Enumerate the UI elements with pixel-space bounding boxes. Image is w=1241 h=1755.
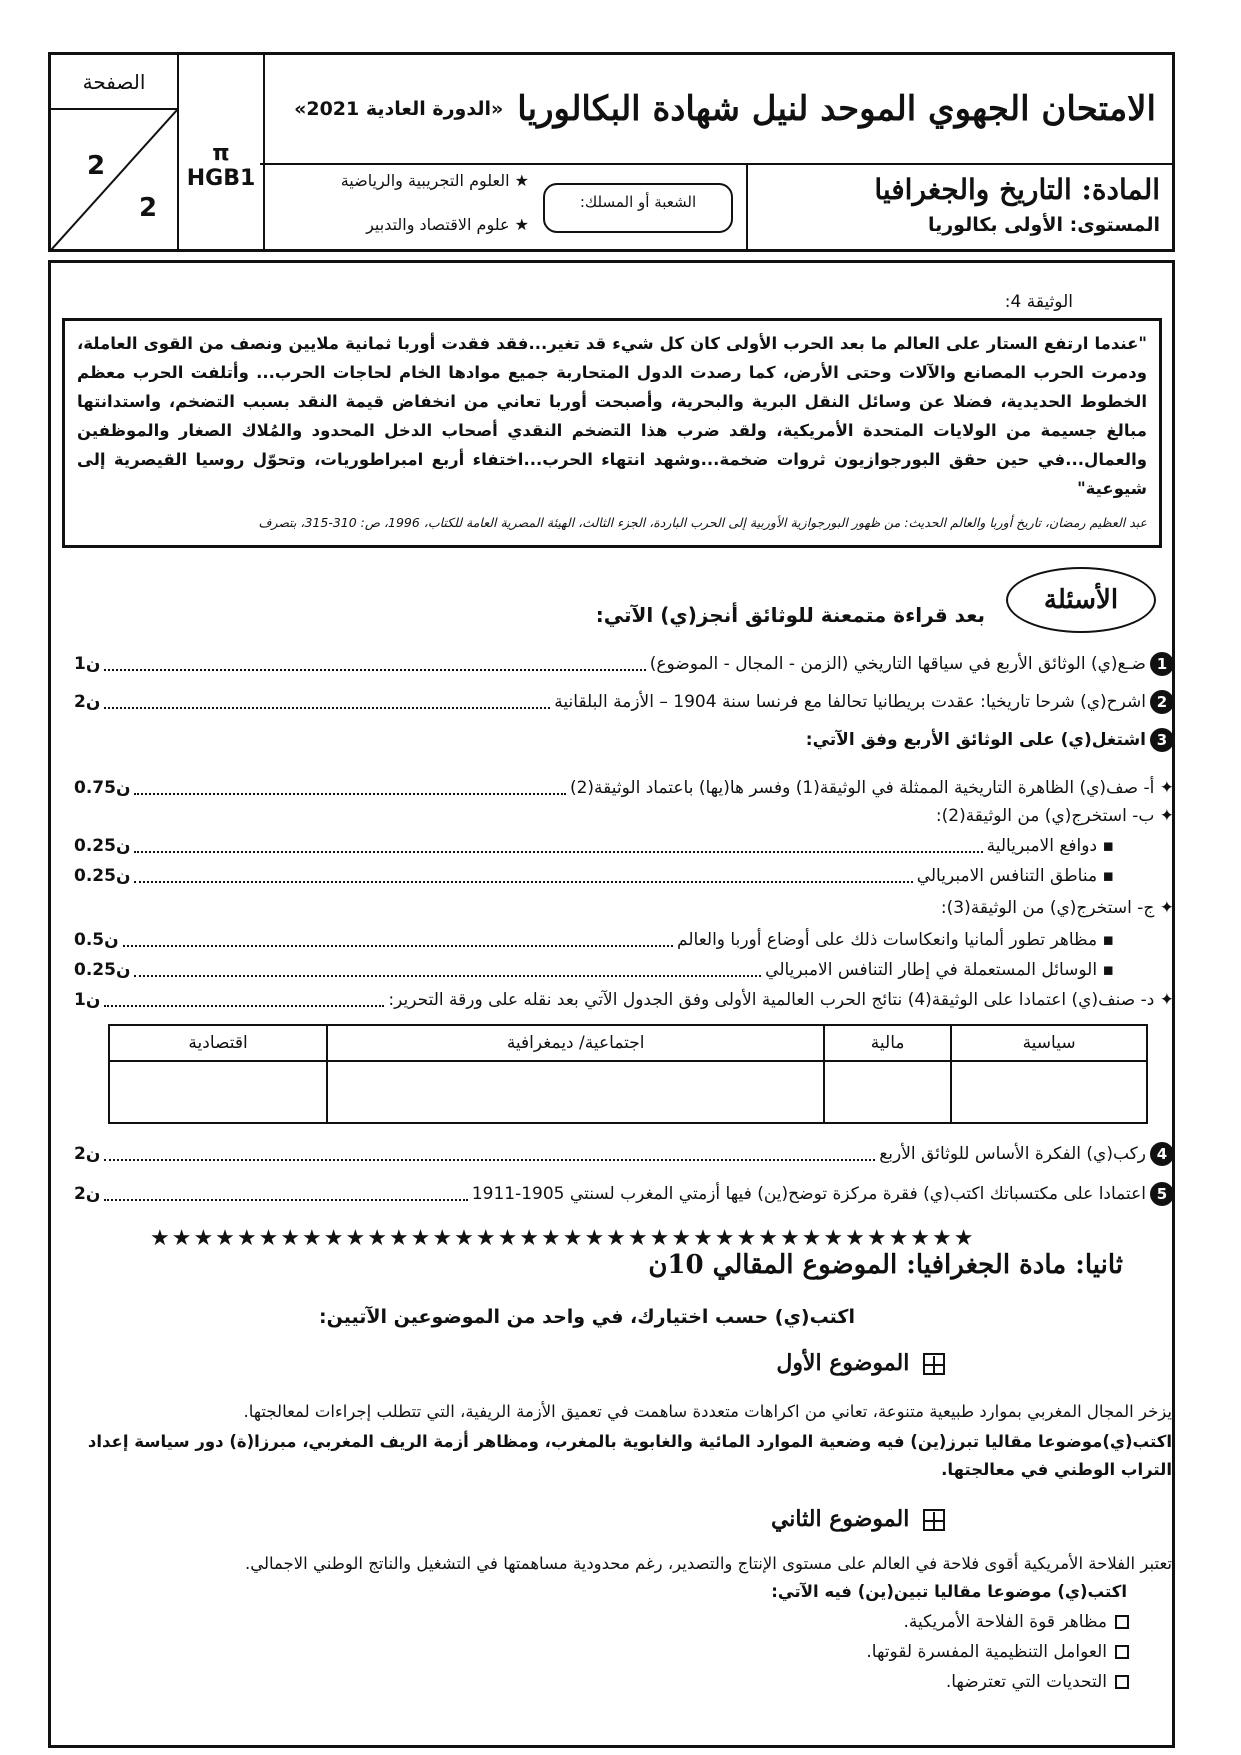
table-cell [109, 1061, 327, 1123]
table-header: اقتصادية [109, 1025, 327, 1061]
document4-source: عبد العظيم رمضان، تاريخ أوربا والعالم الحديث: من ظهور البورجوازية الأوربية إلى الحرب الباردة، الجزء الثالث، الهيئة المصرية العامة للكتاب، 1996، ص: 310-315، بتصرف [258, 515, 1147, 530]
geography-instruction: اكتب(ي) حسب اختيارك، في واحد من الموضوعين الآتيين: [319, 1306, 855, 1328]
question-text: اشتغل(ي) على الوثائق الأربع وفق الآتي: [805, 730, 1146, 750]
document4-label: الوثيقة 4: [1004, 292, 1073, 312]
dotted-leader [104, 993, 384, 1007]
dotted-leader [134, 869, 912, 883]
question-text: اشرح(ي) شرحا تاريخيا: عقدت بريطانيا تحالفا مع فرنسا سنة 1904 – الأزمة البلقانية [554, 692, 1146, 712]
table-cell [824, 1061, 951, 1123]
topic2-heading [771, 1506, 945, 1532]
question-text: ركب(ي) الفكرة الأساس للوثائق الأربع [879, 1144, 1146, 1164]
questions-heading: الأسئلة [1006, 567, 1156, 633]
question-text: ✦ ب- استخرج(ي) من الوثيقة(2): [935, 806, 1174, 826]
question-points: 2ن [74, 1184, 101, 1204]
checkbox-icon [1115, 1675, 1129, 1689]
subject-cell [746, 165, 1172, 250]
document4-box [62, 318, 1162, 548]
topic-icon [923, 1509, 945, 1531]
stream-economics: ★ علوم الاقتصاد والتدبير [366, 215, 529, 234]
geography-title: ثانيا: مادة الجغرافيا: الموضوع المقالي 10ن [648, 1250, 1123, 1280]
dotted-leader [123, 933, 673, 947]
streams [265, 167, 529, 247]
table-cell [951, 1061, 1147, 1123]
exam-title: الامتحان الجهوي الموحد لنيل شهادة البكالوريا [517, 89, 1156, 129]
dotted-leader [134, 781, 565, 795]
topic1-heading [776, 1350, 945, 1376]
question-3c1 [74, 930, 1174, 950]
question-points: 0.25ن [74, 960, 131, 980]
question-3c2 [74, 960, 1174, 980]
question-3c [74, 898, 1174, 918]
question-number: 3 [1150, 728, 1174, 752]
question-points: 2ن [74, 692, 101, 712]
question-number: 4 [1150, 1142, 1174, 1166]
topic2-item: مظاهر قوة الفلاحة الأمريكية. [903, 1612, 1129, 1632]
table-cell [327, 1061, 824, 1123]
question-number: 2 [1150, 690, 1174, 714]
question-points: 2ن [74, 1144, 101, 1164]
table-header: سياسية [951, 1025, 1147, 1061]
stream-science: ★ العلوم التجريبية والرياضية [340, 171, 529, 190]
question-2 [74, 690, 1174, 714]
dotted-leader [134, 839, 982, 853]
level: المستوى: الأولى بكالوريا [927, 214, 1160, 236]
question-4 [74, 1142, 1174, 1166]
question-text: اعتمادا على مكتسباتك اكتب(ي) فقرة مركزة توضح(ين) فيها أزمتي المغرب لسنتي 1905-1911 [471, 1184, 1146, 1204]
question-3b1 [74, 836, 1174, 856]
topic2-item: العوامل التنظيمية المفسرة لقوتها. [866, 1642, 1129, 1662]
question-text: ✦ أ- صف(ي) الظاهرة التاريخية الممثلة في الوثيقة(1) وفسر ها(يها) باعتماد الوثيقة(2) [569, 778, 1174, 798]
topic-icon [923, 1353, 945, 1375]
checkbox-icon [1115, 1615, 1129, 1629]
question-text: ✦ د- صنف(ي) اعتمادا على الوثيقة(4) نتائج الحرب العالمية الأولى وفق الجدول الآتي بعد نقله على ورقة التحرير: [388, 990, 1174, 1010]
topic2-item: التحديات التي تعترضها. [946, 1672, 1129, 1692]
dotted-leader [134, 963, 761, 977]
topic2-task: اكتب(ي) موضوعا مقاليا تبين(ين) فيه الآتي: [771, 1582, 1127, 1601]
question-points: 1ن [74, 654, 101, 674]
question-text: ▪ الوسائل المستعملة في إطار التنافس الامبريالي [765, 960, 1114, 980]
page-divider-slash [51, 110, 177, 250]
question-3d [74, 990, 1174, 1010]
question-3b2 [74, 866, 1174, 886]
question-text: ▪ دوافع الامبريالية [986, 836, 1114, 856]
branch-label: الشعبة أو المسلك: [543, 183, 733, 233]
exam-header [48, 52, 1175, 252]
question-points: 0.25ن [74, 836, 131, 856]
exam-session: «الدورة العادية 2021» [294, 98, 504, 120]
question-1 [74, 652, 1174, 676]
topic2-intro: تعتبر الفلاحة الأمريكية أقوى فلاحة في العالم على مستوى الإنتاج والتصدير، رغم محدودية مساهمتها في التشغيل والناتج الوطني الاجمالي. [244, 1554, 1172, 1573]
exam-code: π HGB1 [186, 141, 256, 191]
subject: المادة: التاريخ والجغرافيا [874, 173, 1160, 206]
question-points: 0.5ن [74, 930, 119, 950]
document4-text: "عندما ارتفع الستار على العالم ما بعد الحرب الأولى كان كل شيء قد تغير...فقد فقدت أوربا ثمانية ملايين ونصف من القوى العاملة، ودمرت الحرب المصانع والآلات وحتى الأرض، كما رصدت الدول المتحاربة جميع موادها الخام لحاجات الحرب... وأتلفت الحرب معظم الخطوط الحديدية، فضلا عن وسائل النقل البرية والبحرية، وأصبحت أوربا تعاني من انخفاض قيمة النقد بسبب التضخم، واستدانتها مبالغ جسيمة من الولايات المتحدة الأمريكية، ولقد ضرب هذا التضخم النقدي أصحاب الدخل المحدود والمُلاك الصغار والموظفين والعمال...في حين حقق البورجوازيون ثروات ضخمة...وشهد انتهاء الحرب...اختفاء أربع امبراطوريات، وتحوّل روسيا القيصرية إلى شيوعية" [77, 334, 1147, 498]
dotted-leader [104, 695, 550, 709]
header-title-row [260, 55, 1172, 165]
topic1-intro: يزخر المجال المغربي بموارد طبيعية متنوعة، تعاني من اكراهات متعددة ساهمت في تعميق الأزمة الريفية، التي تتطلب إجراءات لمعالجتها. [243, 1402, 1172, 1421]
dotted-leader [104, 657, 645, 671]
question-points: 0.25ن [74, 866, 131, 886]
dotted-leader [104, 1147, 875, 1161]
question-text: ضـع(ي) الوثائق الأربع في سياقها التاريخي (الزمن - المجال - الموضوع) [649, 654, 1146, 674]
table-header: اجتماعية/ ديمغرافية [327, 1025, 824, 1061]
star-divider: ★★★★★★★★★★★★★★★★★★★★★★★★★★★★★★★★★★★★★★ [150, 1226, 976, 1251]
page-label: الصفحة [51, 55, 177, 110]
question-3 [74, 728, 1174, 752]
question-5 [74, 1182, 1174, 1206]
results-table [108, 1024, 1148, 1124]
table-header: مالية [824, 1025, 951, 1061]
topic2-title: الموضوع الثاني [770, 1506, 910, 1532]
questions-intro: بعد قراءة متمعنة للوثائق أنجز(ي) الآتي: [595, 603, 985, 627]
question-text: ✦ ج- استخرج(ي) من الوثيقة(3): [940, 898, 1174, 918]
question-3b [74, 806, 1174, 826]
question-points: 0.75ن [74, 778, 131, 798]
question-3a [74, 778, 1174, 798]
question-text: ▪ مظاهر تطور ألمانيا وانعكاسات ذلك على أوضاع أوربا والعالم [677, 930, 1114, 950]
dotted-leader [104, 1187, 467, 1201]
question-points: 1ن [74, 990, 101, 1010]
question-number: 5 [1150, 1182, 1174, 1206]
page-total: 2 [139, 193, 158, 223]
topic1-title: الموضوع الأول [776, 1350, 910, 1376]
question-number: 1 [1150, 652, 1174, 676]
page-current: 2 [87, 151, 106, 181]
checkbox-icon [1115, 1645, 1129, 1659]
question-text: ▪ مناطق التنافس الامبريالي [916, 866, 1114, 886]
topic1-task: اكتب(ي)موضوعا مقاليا تبرز(ين) فيه وضعية الموارد المائية والغابوية بالمغرب، ومظاهر أزمة الريف المغربي، مبرزا(ة) دور سياسة إعداد التراب الوطني في معالجتها. [87, 1432, 1172, 1479]
